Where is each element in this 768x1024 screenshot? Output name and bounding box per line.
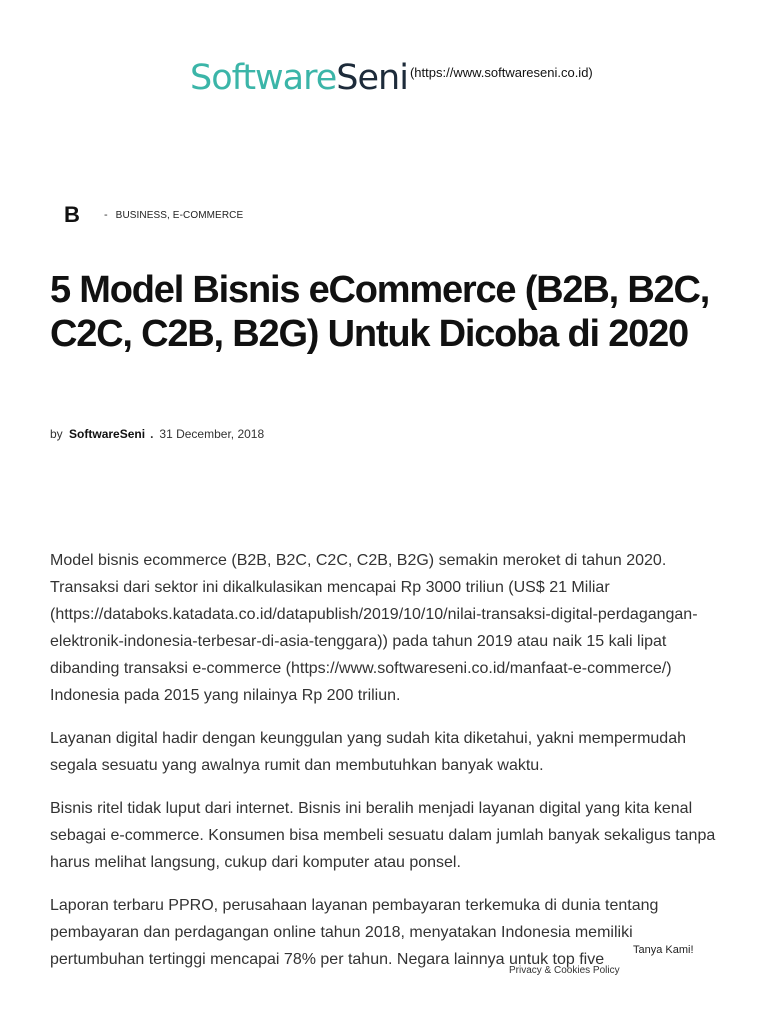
paragraph-3: Bisnis ritel tidak luput dari internet. Bisnis ini beralih menjadi layanan digital yang kita kenal sebagai e-commerce. Konsumen bisa membeli sesuatu dalam jumlah banyak sekaligus tanpa harus melihat langsung, cukup dari komputer atau ponsel.: [50, 800, 716, 871]
article-title: 5 Model Bisnis eCommerce (B2B, B2C, C2C, C2B, B2G) Untuk Dicoba di 2020: [50, 269, 710, 355]
author-link[interactable]: SoftwareSeni: [69, 427, 146, 441]
paragraph-1: Model bisnis ecommerce (B2B, B2C, C2C, C2B, B2G) semakin meroket di tahun 2020. Transaksi dari sektor ini dikalkulasikan mencapai Rp 3000 triliun (US$ 21 Miliar (https://databoks.katadata.co.id/datapublish/2019/10/10/nilai-transaksi-digital-perdagangan-elektronik-indonesia-terbesar-di-asia-tenggara)) pada tahun 2019 atau naik 15 kali lipat dibanding transaksi e-commerce (https://www.softwareseni.co.id/manfaat-e-commerce/) Indonesia pada 2015 yang nilainya Rp 200 triliun.: [50, 552, 698, 704]
chat-widget-label[interactable]: Tanya Kami!: [633, 944, 694, 956]
logo-seni-text: Seni: [336, 58, 408, 98]
byline-dot: .: [150, 427, 154, 441]
logo-software-text: Software: [190, 58, 337, 98]
logo-url-text: (https://www.softwareseni.co.id): [409, 64, 593, 80]
paragraph-4: Laporan terbaru PPRO, perusahaan layanan pembayaran terkemuka di dunia tentang pembayaran dan perdagangan online tahun 2018, menyatakan Indonesia memiliki pertumbuhan tertinggi mencapai 78% per tahun. Negara lainnya untuk top five: [50, 897, 659, 968]
category-initial: B: [64, 202, 80, 227]
privacy-policy-link[interactable]: Privacy & Cookies Policy: [509, 965, 620, 976]
category-separator: -: [104, 209, 108, 221]
article-body: [50, 547, 722, 989]
byline-prefix: by: [50, 427, 63, 441]
site-logo[interactable]: [190, 58, 408, 98]
paragraph-2: Layanan digital hadir dengan keunggulan yang sudah kita diketahui, yakni mempermudah segala sesuatu yang awalnya rumit dan membutuhkan banyak waktu.: [50, 730, 686, 774]
byline: [50, 427, 264, 441]
site-header: [190, 58, 593, 98]
category-link[interactable]: BUSINESS, E-COMMERCE: [115, 209, 244, 221]
category-row: [64, 202, 243, 228]
publish-date: 31 December, 2018: [159, 427, 265, 441]
